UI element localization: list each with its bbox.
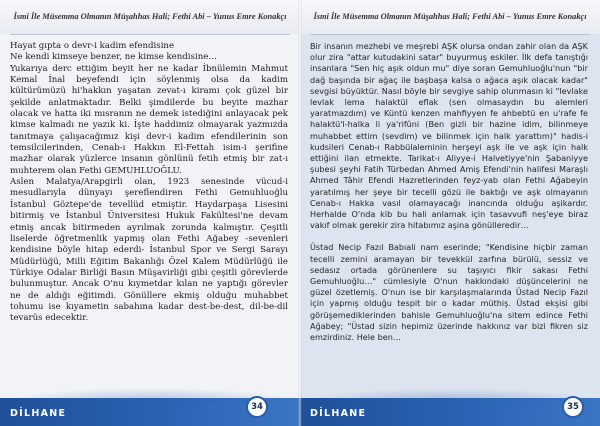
- page-number-badge: 34: [246, 396, 268, 418]
- right-paragraph-love: Bir insanın mezhebi ve meşrebi AŞK olursa ondan zahir olan da AŞK olur zira "attar kutudakini satar" buyurmuş eskiler. İlk defa tanıştığı insanlara "Sen hiç aşık oldun mu" diye soran Gemuhluoğlu'nun "bir dağ başında bir ağaç ile başbaşa kalsa o ağaca aşık olacak kadar" sevgisi büyüktür. Nasıl böyle bir sevgiye sahip olunmasın ki "levlake levlak lema halaktül eflak (sen olmasaydın bu alemleri yaratmazdım) ve Küntü kenzen mahfiyyen fe ahbebtü en u'rafe fe halaktü'l-halka li ya'rifûni (Ben gizli bir hazine idim, bilinmeye muhabbet ettim (sevdim) ve bilinmek için halk yarattım)" hadis-i kudsileri Cenab-ı Rabbülaleminin herşeyi aşk ile ve aşk için halk ettiğini ilan etmekte. Tarikat-ı Aliyye-i Halvetiyye'nin Şabaniyye şubesi şeyhi Fatih Türbedan Ahmed Amiş Efendi'nin halifesi Maraşlı Ahmed Tâhir Efendi Hazretlerinden feyz-yab olan Fethi Ağabeyin yaratılmış her şeye bir tecelli gözü ile baktığı ve aşk olmayanın Cenab-ı Hakka vasıl olamayacağı inancında olduğu aşikardır. Herhalde O'nda kib bu hali anlamak için tasavvufi neş'eye biraz vakıf olmak gerekir zira hitabımız aşina gönülleredir…: [310, 41, 588, 231]
- right-page-body: [310, 41, 588, 381]
- right-page-footer: [300, 398, 600, 426]
- right-page: [300, 0, 600, 426]
- left-paragraph-biography: Aslen Malatya/Arapgirli olan, 1923 senesinde vücud-i mesudlarıyla dünyayı şereflendiren Fethi Gemuhluoğlu İstanbul Göztepe'de tevellüd etmiştir. Haydarpaşa Lisesini bitirmiş ve İstanbul Üniversitesi Hukuk Fakültesi'ne devam etmiş ancak bitirmeden ayrılmak zorunda kalmıştır. Çeşitli liselerde öğretmenlik yapmış olan Fethi Ağabey -sevenleri kendisine böyle hitap ederdi- İstanbul Spor ve Sergi Sarayı Müdürlüğü, Milli Eğitim Bakanlığı Özel Kalem Müdürlüğü ile Türkiye Odalar Birliği Basın Müşavirliği gibi çeşitli görevlerde bulunmuştur. Ancak O'nu kıymetdar kılan ne yaptığı görevler ne de aldığı eğitimdi. Gönüllere ekmiş olduğu muhabbet tohumu ise kıyametin sabahına kadar dest-be-dest, dil-be-dil tevarüs edecektir.: [10, 177, 288, 324]
- left-page-body: [10, 41, 288, 381]
- left-header-rule: [10, 34, 290, 35]
- book-gutter: [298, 0, 302, 426]
- dilhane-logo: DİLHANE: [310, 408, 367, 419]
- page-number-badge: 35: [562, 396, 584, 418]
- left-paragraph-verse-1: Hayat gıpta o devr-i kadim efendisine: [10, 41, 175, 51]
- right-paragraph-necip-fazil: Üstad Necip Fazıl Babıali nam eserinde; "Kendisine hiçbir zaman tecelli zemini aramayan bir tevekkül zarfına bürülü, sessiz ve sedasız ortada görünenlere su taşıyıcı fikir sakası Fethi Gemuhluoğlu…" cümlesiyle O'nun hakkındaki düşüncelerini ne güzel özetlemiş. O'nun ise bir karşılaşmalarında Üstad Necip Fazıl için yapmış olduğu tespit bir o kadar müthiş. Üstad ekşisi gibi görüşemediklerinden bahisle Gemuhluoğlu'na sitem edince Fethi Ağabey; "Üstad sizin hepimiz üzerinde hakkınız var bizi fikren siz emzirdiniz. Hele ben…: [310, 242, 588, 343]
- right-page-header: İsmi İle Müsemma Olmanın Müşahhas Hali; Fethi Abi – Yunus Emre Konakçı: [300, 0, 600, 34]
- right-header-rule: [310, 34, 590, 35]
- dilhane-logo: DİLHANE: [10, 408, 67, 419]
- left-page-header: İsmi İle Müsemma Olmanın Müşahhas Hali; Fethi Abi – Yunus Emre Konakçı: [0, 0, 300, 34]
- left-paragraph-verse-2: Ne kendi kimseye benzer, ne kimse kendisine…: [10, 52, 217, 63]
- left-page-footer: [0, 398, 300, 426]
- left-paragraph-intro: Yukarıya derc ettiğim beyit her ne kadar İbnülemin Mahmut Kemal İnal beyefendi için söylenmiş olsa da kadim kültürümüzü hi'hakkın yaşatan zevat-ı kiramı çok güzel bir şekilde anlatmaktadır. Belki şimdilerde bu beyite mazhar olacak ve hatta iki mısranın ne demek istediğini anlayacak pek kimse kalmadı ne yazık ki. İşte haddimiz olmayarak yazmızda tanıtmaya çalışacağımız kişi devr-i kadim efendilerinin son temsilcilerinden, Cenab-ı Hakkın El-Fettah isim-i şerifine mazhar olarak yüzlerce insanın gönlünü fetih etmiş bir zat-ı muhterem olan Fethi GEMUHLUOĞLU.: [10, 63, 288, 176]
